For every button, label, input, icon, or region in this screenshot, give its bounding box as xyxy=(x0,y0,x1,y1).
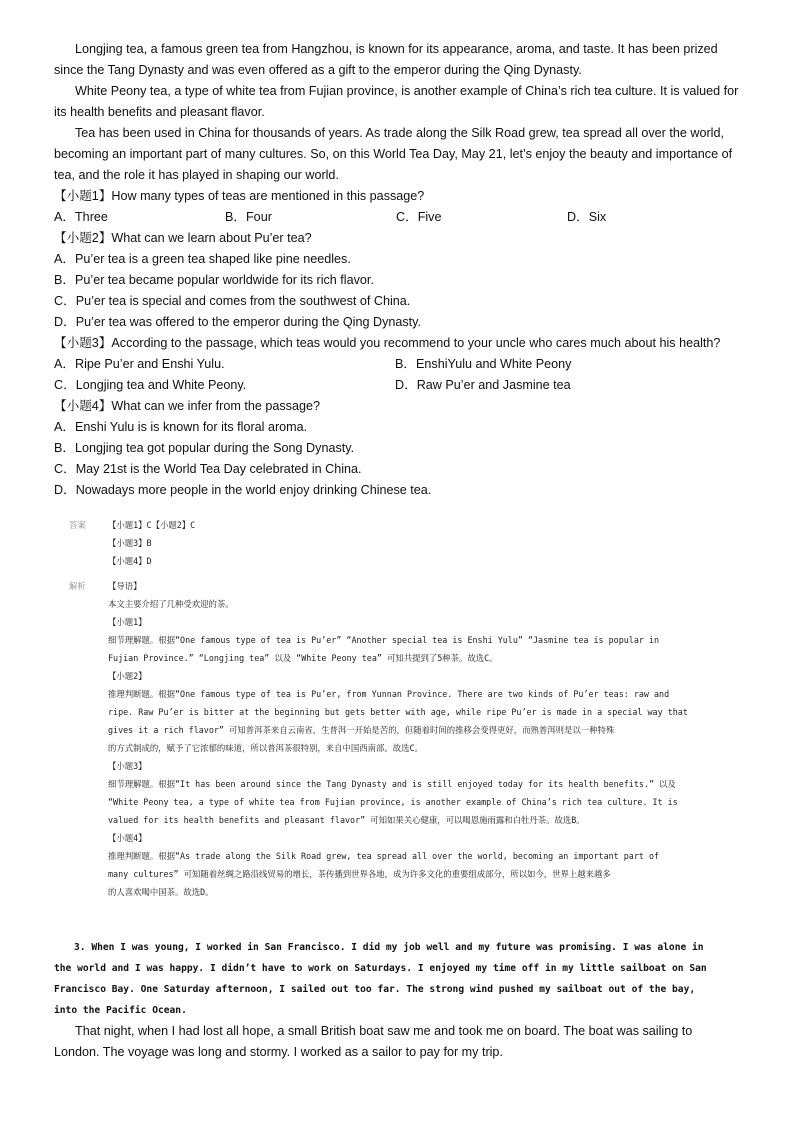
question-3-options-row-1 xyxy=(54,354,740,375)
passage-3-line: Francisco Bay. One Saturday afternoon, I sailed out too far. The strong wind pushed my sailboat out of the bay, xyxy=(54,984,696,995)
analysis-line: 细节理解题。根据“One famous type of tea is Pu’er” “Another special tea is Enshi Yulu” “Jasmine tea is popular in xyxy=(108,635,660,645)
passage-3-continued xyxy=(54,1021,740,1063)
analysis-line: 【导语】 xyxy=(108,581,142,591)
analysis-line: 【小题4】 xyxy=(108,833,147,843)
option-c: C．Five xyxy=(396,210,442,224)
analysis-line: Fujian Province.” “Longjing tea” 以及 “White Peony tea” 可知共提到了5种茶。故选C。 xyxy=(108,653,498,663)
analysis-line: 细节理解题。根据“It has been around since the Tang Dynasty and is still enjoyed today for its health benefits.” 以及 xyxy=(108,779,676,789)
option-b: B．Longjing tea got popular during the Song Dynasty. xyxy=(54,441,355,455)
answer-content xyxy=(108,516,728,570)
option-d: D．Pu’er tea was offered to the emperor during the Qing Dynasty. xyxy=(54,315,422,329)
option-a: A．Ripe Pu’er and Enshi Yulu. xyxy=(54,357,225,371)
analysis-line: 的方式制成的，赋予了它浓郁的味道，所以普洱茶很特别，来自中国西南部。故选C。 xyxy=(108,743,423,753)
option-d: D．Raw Pu’er and Jasmine tea xyxy=(395,378,571,392)
analysis-line: gives it a rich flavor” 可知普洱茶来自云南省，生普洱一开始是苦的，但随着时间的推移会变得更好，而熟普洱则是以一种特殊 xyxy=(108,725,615,735)
option-a: A．Three xyxy=(54,210,108,224)
answer-label: 答案 xyxy=(69,520,86,530)
option-b: B．EnshiYulu and White Peony xyxy=(395,357,572,371)
option-c: C．May 21st is the World Tea Day celebrated in China. xyxy=(54,462,362,476)
analysis-line: 本文主要介绍了几种受欢迎的茶。 xyxy=(108,599,234,609)
question-1-stem: 【小题1】How many types of teas are mentioned in this passage? xyxy=(54,189,425,203)
paragraph-longjing: Longjing tea, a famous green tea from Hangzhou, is known for its appearance, aroma, and taste. It has been prized since the Tang Dynasty and was even offered as a gift to the emperor during the Qing Dynasty. xyxy=(54,42,718,77)
option-c: C．Pu’er tea is special and comes from the southwest of China. xyxy=(54,294,411,308)
analysis-line: 推理判断题。根据“As trade along the Silk Road grew, tea spread all over the world, becoming an important part of xyxy=(108,851,660,861)
option-d: D．Six xyxy=(567,210,607,224)
passage-3-line: the world and I was happy. I didn’t have to work on Saturdays. I enjoyed my time off in my little sailboat on San xyxy=(54,963,707,974)
question-2-stem: 【小题2】What can we learn about Pu’er tea? xyxy=(54,231,312,245)
option-a: A．Pu’er tea is a green tea shaped like pine needles. xyxy=(54,252,351,266)
question-3-options-row-2 xyxy=(54,375,740,396)
answer-line: 【小题1】C【小题2】C xyxy=(108,520,196,530)
answer-line: 【小题4】D xyxy=(108,556,152,566)
passage-3-intro xyxy=(54,937,744,1021)
analysis-label: 解析 xyxy=(69,581,86,591)
answer-line: 【小题3】B xyxy=(108,538,152,548)
option-b: B．Pu’er tea became popular worldwide for its rich flavor. xyxy=(54,273,374,287)
analysis-line: “White Peony tea, a type of white tea from Fujian province, is another example of China’s rich tea culture. It is xyxy=(108,797,678,807)
question-1-options xyxy=(54,207,740,228)
analysis-line: 【小题1】 xyxy=(108,617,147,627)
question-3-stem: 【小题3】According to the passage, which teas would you recommend to your uncle who cares much about his health? xyxy=(54,336,721,350)
option-c: C．Longjing tea and White Peony. xyxy=(54,378,247,392)
reading-passage xyxy=(54,39,740,501)
analysis-line: 【小题3】 xyxy=(108,761,147,771)
passage-3-line: into the Pacific Ocean. xyxy=(54,1005,187,1016)
paragraph-world-tea-day: Tea has been used in China for thousands of years. As trade along the Silk Road grew, tea spread all over the world, becoming an important part of many cultures. So, on this World Tea Day, May 21, let’s enjoy the beauty and importance of tea, and the role it has played in shaping our world. xyxy=(54,126,733,182)
analysis-line: ripe. Raw Pu’er is bitter at the beginning but gets better with age, while ripe Pu’er is made in a special way that xyxy=(108,707,688,717)
paragraph-white-peony: White Peony tea, a type of white tea from Fujian province, is another example of China’s rich tea culture. It is valued for its health benefits and pleasant flavor. xyxy=(54,84,739,119)
question-4-stem: 【小题4】What can we infer from the passage? xyxy=(54,399,320,413)
analysis-line: 【小题2】 xyxy=(108,671,147,681)
passage-3-line: 3. When I was young, I worked in San Francisco. I did my job well and my future was promising. I was alone in xyxy=(74,942,704,953)
paragraph-voyage: That night, when I had lost all hope, a small British boat saw me and took me on board. The boat was sailing to London. The voyage was long and stormy. I worked as a sailor to pay for my trip. xyxy=(54,1024,693,1059)
analysis-content xyxy=(108,577,728,901)
analysis-line: many cultures” 可知随着丝绸之路沿线贸易的增长，茶传播到世界各地，成为许多文化的重要组成部分，所以如今，世界上越来越多 xyxy=(108,869,611,879)
option-a: A．Enshi Yulu is is known for its floral aroma. xyxy=(54,420,308,434)
option-b: B．Four xyxy=(225,210,272,224)
analysis-line: 的人喜欢喝中国茶。故选D。 xyxy=(108,887,214,897)
analysis-line: 推理判断题。根据“One famous type of tea is Pu’er, from Yunnan Province. There are two kinds of Pu’er teas: raw and xyxy=(108,689,670,699)
analysis-line: valued for its health benefits and pleasant flavor” 可知如果关心健康，可以喝恩施雨露和白牡丹茶。故选B。 xyxy=(108,815,585,825)
option-d: D．Nowadays more people in the world enjoy drinking Chinese tea. xyxy=(54,483,432,497)
